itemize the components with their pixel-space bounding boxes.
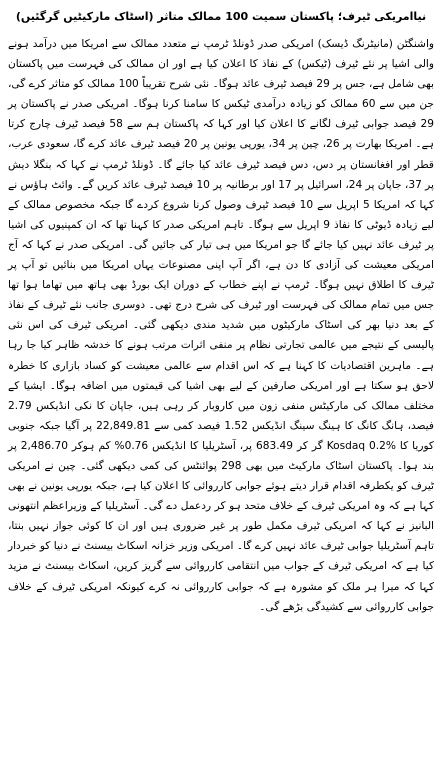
article-paragraph: واشنگٹن (مانیٹرنگ ڈیسک) امریکی صدر ڈونلڈ ٹرمپ نے متعدد ممالک سے امریکا میں درآمد ہونے والی اشیا پر نئے ٹیرف (ٹیکس) کے نفاذ کا اعلان کیا ہے اور ان ممالک کی فہرست میں پاکستان بھی شامل ہے، جس پر 29 فیصد ٹیرف عائد ہوگا۔ نئی شرح تقریباً 100 ممالک کو متاثر کرے گی، جن میں سے 60 ممالک کو زیادہ درآمدی ٹیکس کا سامنا کرنا ہوگا۔ امریکی صدر نے پاکستان پر 29 فیصد جوابی ٹیرف لگانے کا اعلان کیا اور کہا کہ پاکستان ہم سے 58 فیصد ٹیرف چارج کرتا ہے۔ امریکا بھارت پر 26، چین پر 34، یورپی یونین پر 20 فیصد ٹیرف عائد کرے گا، سعودی عرب، قطر اور افغانستان پر دس، دس فیصد ٹیرف عائد کیا جائے گا۔ ڈونلڈ ٹرمپ نے کہا کہ بنگلا دیش پر 37، جاپان پر 24، اسرائیل پر 17 اور برطانیہ پر 10 فیصد ٹیرف عائد کریں گے۔ وائٹ ہاؤس نے کہا کہ امریکا 5 اپریل سے 10 فیصد ٹیرف وصول کرنا شروع کردے گا جبکہ مخصوص ممالک کے لیے زیادہ ڈیوٹی کا نفاذ 9 اپریل سے ہوگا۔ تاہم امریکی صدر کا کہنا تھا کہ ان کمپنیوں کی اشیا پر ٹیرف عائد نہیں کیا جائے گا جو امریکا میں ہی تیار کی جائیں گی۔ امریکی صدر نے کہا کہ آج امریکی معیشت کی آزادی کا دن ہے، اگر آپ اپنی مصنوعات یہاں امریکا میں بنائیں تو آپ پر ٹیرف کا اطلاق نہیں ہوگا۔ ٹرمپ نے اپنے خطاب کے دوران ایک بورڈ بھی ہاتھ میں تھاما ہوا تھا جس میں تمام ممالک کی فہرست اور ٹیرف کی شرح درج تھی۔ دوسری جانب نئے ٹیرف کے نفاذ کے بعد دنیا بھر کی اسٹاک مارکیٹوں میں شدید مندی دیکھی گئی۔ امریکی ٹیرف کی اس نئی پالیسی کے نتیجے میں عالمی تجارتی نظام پر منفی اثرات مرتب ہونے کا خدشہ ظاہر کیا جا رہا ہے۔ ماہرین اقتصادیات کا کہنا ہے کہ اس اقدام سے عالمی معیشت کو کساد بازاری کا خطرہ لاحق ہو سکتا ہے اور امریکی صارفین کے لیے بھی اشیا کی قیمتوں میں اضافہ ہوگا۔ ایشیا کے مختلف ممالک کی مارکیٹس منفی زون میں کاروبار کر رہی ہیں، جاپان کا نکی انڈیکس 2.79 فیصد، ہانگ کانگ کا ہینگ سینگ انڈیکس 1.52 فیصد کمی سے 22,849.81 پر آگیا جبکہ جنوبی کوریا کا Kosdaq 0.2% گر کر 683.49 پر، آسٹریلیا کا انڈیکس 0.76% کم ہوکر 2,486.70 پر بند ہوا۔ پاکستان اسٹاک مارکیٹ میں بھی 298 پوائنٹس کی کمی دیکھی گئی۔ چین نے امریکی ٹیرف کو یکطرفہ اقدام قرار دیتے ہوئے جوابی کارروائی کا اعلان کیا ہے، جبکہ یورپی یونین نے بھی کہا ہے کہ وہ امریکی ٹیرف کے خلاف متحد ہو کر ردعمل دے گی۔ آسٹریلیا کے وزیراعظم انتھونی البانیز نے کہا کہ امریکی ٹیرف مکمل طور پر غیر ضروری ہیں اور ان کا کوئی جواز نہیں بنتا، تاہم آسٹریلیا جوابی ٹیرف عائد نہیں کرے گا۔ امریکی وزیر خزانہ اسکاٹ بیسنٹ نے دنیا کو خبردار کیا ہے کہ امریکی ٹیرف کے جواب میں انتقامی کارروائی سے گریز کریں، اسکاٹ بیسنٹ نے مزید کہا کہ میرا ہر ملک کو مشورہ ہے کہ جوابی کارروائی نہ کرے کیونکہ امریکی ٹیرف کے خلاف جوابی کارروائی سے کشیدگی بڑھے گی۔	[8, 38, 435, 613]
article-body	[8, 34, 434, 617]
article-headline: نیاامریکی ٹیرف؛ پاکستان سمیت 100 ممالک متاثر (اسٹاک مارکیٹیں گرگئیں)	[15, 10, 427, 23]
